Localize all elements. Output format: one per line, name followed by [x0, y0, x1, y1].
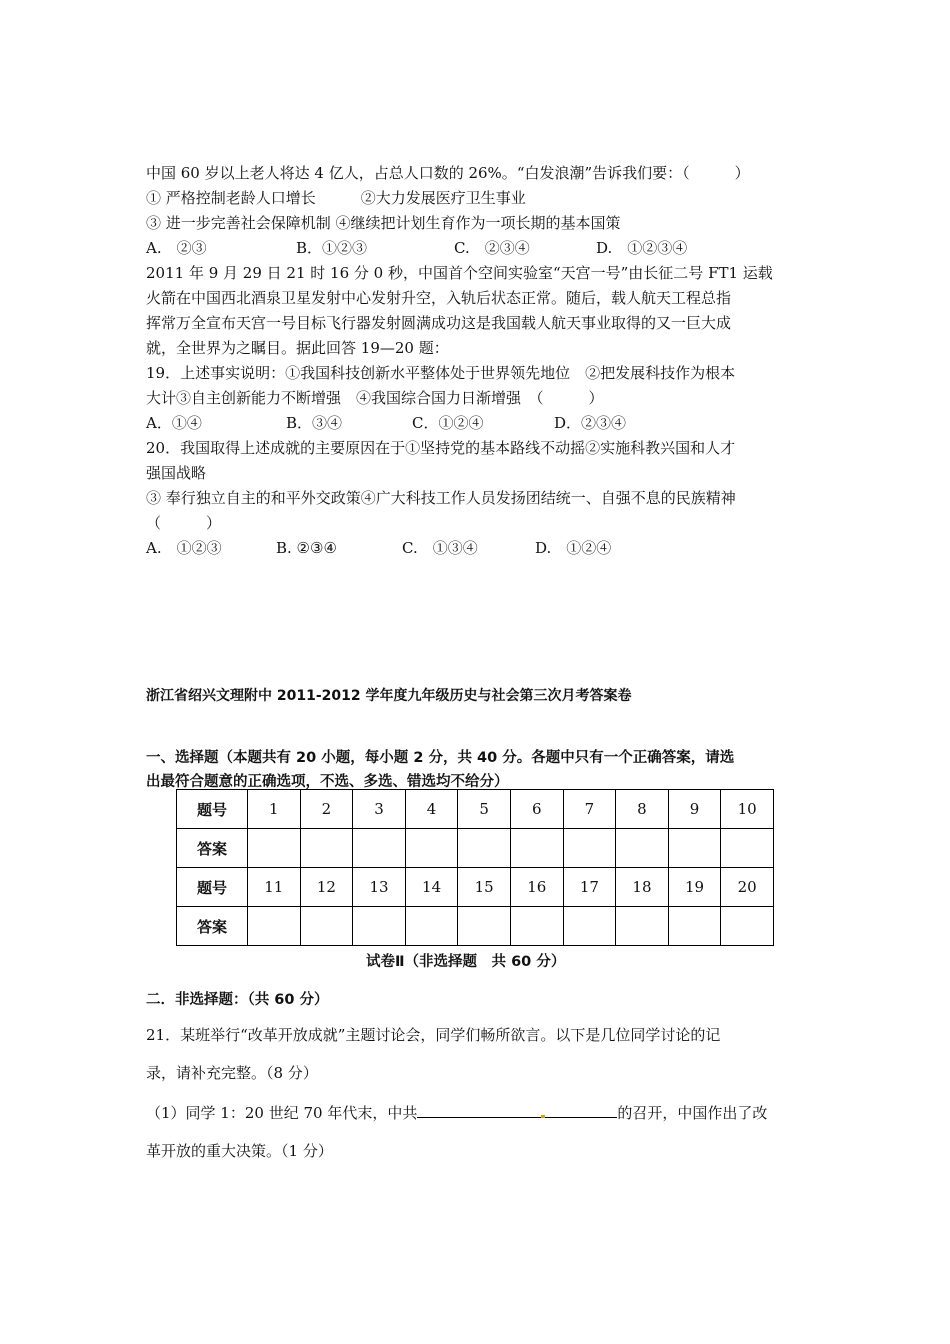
number-cell: 5	[458, 790, 511, 829]
answer-cell[interactable]	[458, 829, 511, 868]
q20-line-4: （ ）	[146, 514, 222, 532]
answer-cell[interactable]	[616, 829, 669, 868]
q18-options	[146, 238, 687, 258]
answer-cell[interactable]	[248, 907, 301, 946]
number-cell: 19	[668, 868, 721, 907]
passage-line-4: 就，全世界为之瞩目。据此回答 19—20 题：	[146, 339, 449, 357]
q20-options	[146, 538, 611, 558]
answer-cell[interactable]	[510, 829, 563, 868]
q21-1-text-before: （1）同学 1：20 世纪 70 年代末，中共	[146, 1104, 418, 1122]
q21-1-line-2: 革开放的重大决策。（1 分）	[146, 1142, 333, 1160]
q19-option-b: B．③④	[286, 414, 343, 432]
q20-option-d: D. ①②④	[535, 539, 612, 557]
number-cell: 1	[248, 790, 301, 829]
answer-cell[interactable]	[668, 829, 721, 868]
number-cell: 20	[721, 868, 774, 907]
q18-option-a: A. ②③	[146, 239, 207, 257]
number-label-cell: 题号	[177, 790, 248, 829]
table-row	[177, 790, 774, 829]
number-cell: 9	[668, 790, 721, 829]
table-row	[177, 829, 774, 868]
q21-1-blank-right[interactable]	[545, 1102, 617, 1118]
number-cell: 8	[616, 790, 669, 829]
q18-stem: 中国 60 岁以上老人将达 4 亿人，占总人口数的 26%。“白发浪潮”告诉我们要：（ ）	[146, 164, 750, 182]
q19-line-2: 大计③自主创新能力不断增强 ④我国综合国力日渐增强 （ ）	[146, 389, 604, 407]
q21-1-blank-left[interactable]	[417, 1102, 541, 1118]
q18-item-line-1: ① 严格控制老龄人口增长 ②大力发展医疗卫生事业	[146, 189, 526, 207]
section1-line-1: 一、选择题（本题共有 20 小题，每小题 2 分，共 40 分。各题中只有一个正确答案，请选	[146, 750, 735, 766]
q20-option-c: C. ①③④	[402, 539, 478, 557]
number-cell: 6	[510, 790, 563, 829]
number-cell: 7	[563, 790, 616, 829]
answer-cell[interactable]	[300, 907, 353, 946]
number-cell: 15	[458, 868, 511, 907]
number-cell: 17	[563, 868, 616, 907]
answer-cell[interactable]	[563, 907, 616, 946]
section1-line-2: 出最符合题意的正确选项，不选、多选、错选均不给分）	[146, 774, 509, 790]
number-cell: 11	[248, 868, 301, 907]
answer-cell[interactable]	[563, 829, 616, 868]
number-cell: 12	[300, 868, 353, 907]
answer-sheet-title: 浙江省绍兴文理附中 2011-2012 学年度九年级历史与社会第三次月考答案卷	[146, 688, 632, 704]
answer-cell[interactable]	[353, 907, 406, 946]
paper2-title: 试卷Ⅱ（非选择题 共 60 分）	[366, 954, 566, 970]
answer-label-cell: 答案	[177, 907, 248, 946]
table-row	[177, 868, 774, 907]
number-label-cell: 题号	[177, 868, 248, 907]
q20-line-2: 强国战略	[146, 464, 207, 482]
q18-option-c: C. ②③④	[454, 239, 530, 257]
table-row	[177, 907, 774, 946]
answer-cell[interactable]	[353, 829, 406, 868]
q19-line-1: 19．上述事实说明：①我国科技创新水平整体处于世界领先地位 ②把发展科技作为根本	[146, 364, 736, 382]
q21-line-2: 录，请补充完整。（8 分）	[146, 1064, 318, 1082]
passage-line-3: 挥常万全宣布天宫一号目标飞行器发射圆满成功这是我国载人航天事业取得的又一巨大成	[146, 314, 732, 332]
answer-cell[interactable]	[405, 907, 458, 946]
q19-option-a: A．①④	[146, 414, 202, 432]
number-cell: 2	[300, 790, 353, 829]
q21-1-line-1	[146, 1102, 767, 1123]
answer-cell[interactable]	[248, 829, 301, 868]
number-cell: 14	[405, 868, 458, 907]
q19-option-d: D．②③④	[554, 414, 627, 432]
answer-cell[interactable]	[616, 907, 669, 946]
q20-line-1: 20．我国取得上述成就的主要原因在于①坚持党的基本路线不动摇②实施科教兴国和人才	[146, 439, 736, 457]
answer-cell[interactable]	[668, 907, 721, 946]
q19-option-c: C．①②④	[412, 414, 484, 432]
number-cell: 4	[405, 790, 458, 829]
answer-cell[interactable]	[405, 829, 458, 868]
q20-option-a: A. ①②③	[146, 539, 222, 557]
q18-option-d: D. ①②③④	[596, 239, 688, 257]
answer-label-cell: 答案	[177, 829, 248, 868]
answer-cell[interactable]	[300, 829, 353, 868]
q18-item-line-2: ③ 进一步完善社会保障机制 ④继续把计划生育作为一项长期的基本国策	[146, 214, 621, 232]
answer-cell[interactable]	[721, 829, 774, 868]
q18-option-b: B．①②③	[296, 239, 368, 257]
number-cell: 18	[616, 868, 669, 907]
answer-cell[interactable]	[458, 907, 511, 946]
number-cell: 16	[510, 868, 563, 907]
answer-cell[interactable]	[510, 907, 563, 946]
q21-1-text-after: 的召开，中国作出了改	[617, 1104, 768, 1122]
number-cell: 3	[353, 790, 406, 829]
answer-table	[176, 789, 774, 946]
q20-option-b: B. ②③④	[276, 539, 337, 557]
section2-title: 二．非选择题：（共 60 分）	[146, 992, 329, 1008]
q20-line-3: ③ 奉行独立自主的和平外交政策④广大科技工作人员发扬团结统一、自强不息的民族精神	[146, 489, 736, 507]
q21-line-1: 21．某班举行“改革开放成就”主题讨论会，同学们畅所欲言。以下是几位同学讨论的记	[146, 1026, 721, 1044]
passage-line-1: 2011 年 9 月 29 日 21 时 16 分 0 秒，中国首个空间实验室“天宫一号”由长征二号 FT1 运载	[146, 264, 773, 282]
passage-line-2: 火箭在中国西北酒泉卫星发射中心发射升空，入轨后状态正常。随后，载人航天工程总指	[146, 289, 732, 307]
q19-options	[146, 413, 626, 433]
number-cell: 10	[721, 790, 774, 829]
answer-cell[interactable]	[721, 907, 774, 946]
number-cell: 13	[353, 868, 406, 907]
